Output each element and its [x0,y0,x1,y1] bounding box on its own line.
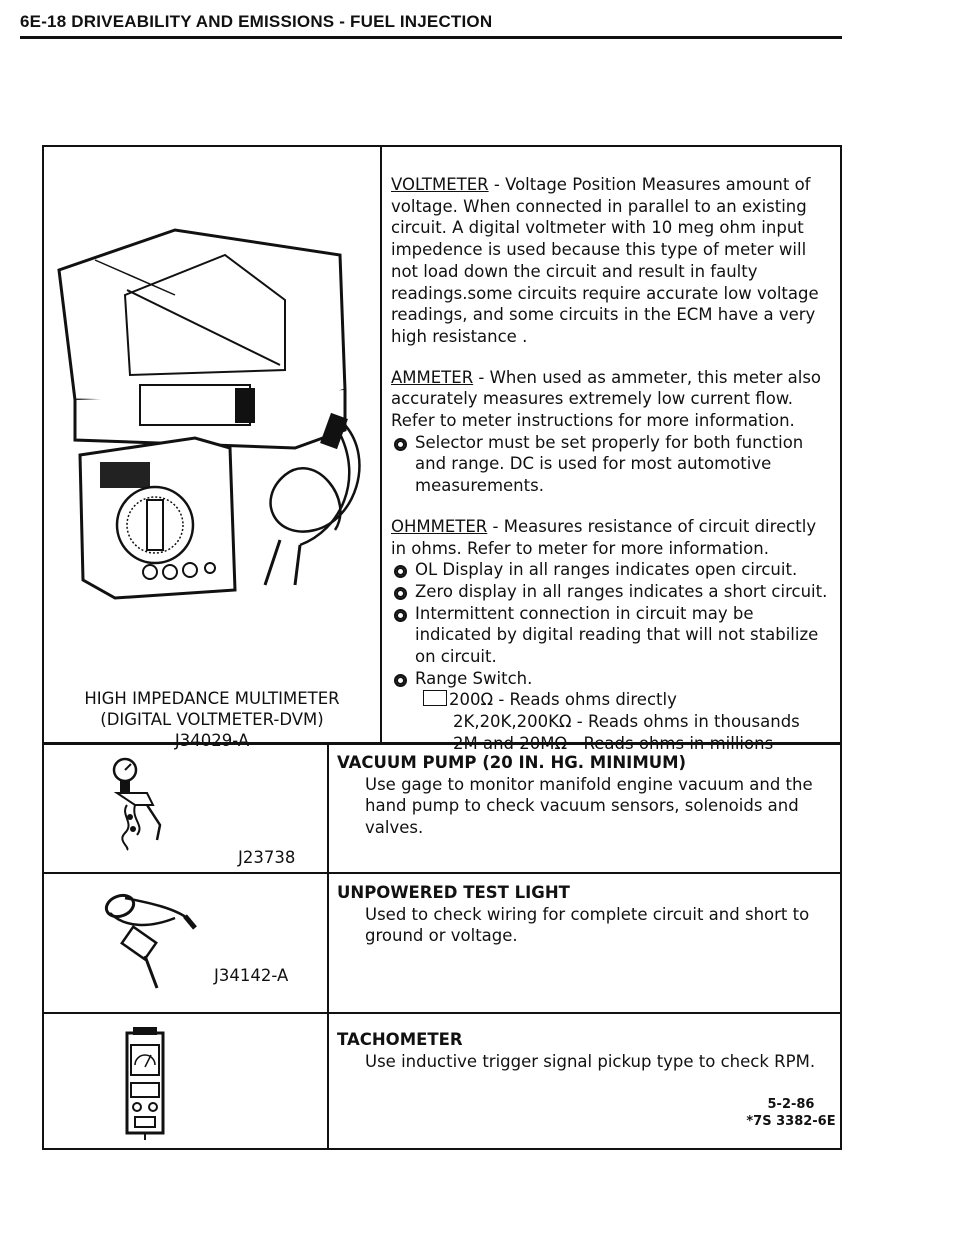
voltmeter-text: - Voltage Position Measures amount of voltage. When connected in parallel to an existing circuit. A digital voltmeter with 10 meg ohm input impedence is used because this type of meter will not load down the circuit and result in faulty readings.some circuits require accurate low voltage readings, and some circuits in the ECM have a very high resistance . [391,175,819,346]
ammeter-bullets [391,432,831,497]
multimeter-part-number: J34029-A [174,731,250,750]
multimeter-illustration [55,200,375,600]
multimeter-caption-line2: (DIGITAL VOLTMETER-DVM) [100,710,324,729]
checkbox-icon [423,690,447,706]
ohmmeter-bullet: OL Display in all ranges indicates open circuit. [391,559,831,581]
ohmmeter-bullets [391,559,831,689]
voltmeter-heading: VOLTMETER [391,175,489,194]
test-light-illustration [95,888,215,998]
footer-code: *7S 3382-6E [746,1114,836,1129]
range-line: 2K,20K,200KΩ - Reads ohms in thousands [453,712,800,732]
range-line: 2M and 20MΩ - Reads ohms in millions [453,733,774,753]
voltmeter-paragraph [391,174,831,348]
ohmmeter-bullet: Intermittent connection in circuit may be indicated by digital reading that will not stabilize on circuit. [391,603,831,668]
footer-date: 5-2-86 [767,1097,815,1112]
multimeter-case [59,230,345,405]
vacuum-pump-part-number: J23738 [238,848,296,867]
range-switch-lines [391,689,831,754]
lower-rows-divider [327,743,329,1150]
test-light-text: Used to check wiring for complete circuit and short to ground or voltage. [365,904,810,946]
test-light-heading: UNPOWERED TEST LIGHT [337,883,570,902]
range-line: 200Ω - Reads ohms directly [423,689,831,711]
ohmmeter-heading: OHMMETER [391,516,488,536]
ammeter-heading: AMMETER [391,367,474,387]
page-header: 6E-18 DRIVEABILITY AND EMISSIONS - FUEL INJECTION [20,12,493,31]
test-light-part-number: J34142-A [214,966,289,985]
row1-divider [380,145,382,744]
ohmmeter-bullet: Range Switch. [391,668,831,690]
multimeter-caption-line1: HIGH IMPEDANCE MULTIMETER [84,689,340,708]
ohmmeter-text: - Measures resistance of circuit directly in ohms. Refer to meter for more information. [391,516,817,558]
ohmmeter-paragraph [391,516,831,559]
row3-bottom-rule [42,1012,842,1014]
tachometer-description [337,1029,833,1072]
ammeter-text: - When used as ammeter, this meter also accurately measures extremely low current flow. Refer to meter instructions for more information. [391,367,822,431]
vacuum-pump-text: Use gage to monitor manifold engine vacuum and the hand pump to check vacuum sensors, solenoids and valves. [365,774,813,838]
vacuum-pump-heading: VACUUM PUMP (20 IN. HG. MINIMUM) [337,753,687,772]
ohmmeter-bullet: Zero display in all ranges indicates a short circuit. [391,581,831,603]
tachometer-illustration [125,1025,165,1140]
vacuum-pump-description [337,752,833,839]
test-light-description [337,882,833,947]
multimeter-description [391,174,831,755]
footer-reference [746,1096,836,1130]
row2-bottom-rule [42,872,842,874]
multimeter-caption [62,688,362,751]
header-rule [20,36,842,39]
ammeter-paragraph [391,367,831,432]
ammeter-bullet: Selector must be set properly for both function and range. DC is used for most automotive measurements. [391,432,831,497]
tachometer-heading: TACHOMETER [337,1030,463,1049]
vacuum-pump-illustration [105,755,175,850]
tachometer-text: Use inductive trigger signal pickup type to check RPM. [365,1051,816,1071]
